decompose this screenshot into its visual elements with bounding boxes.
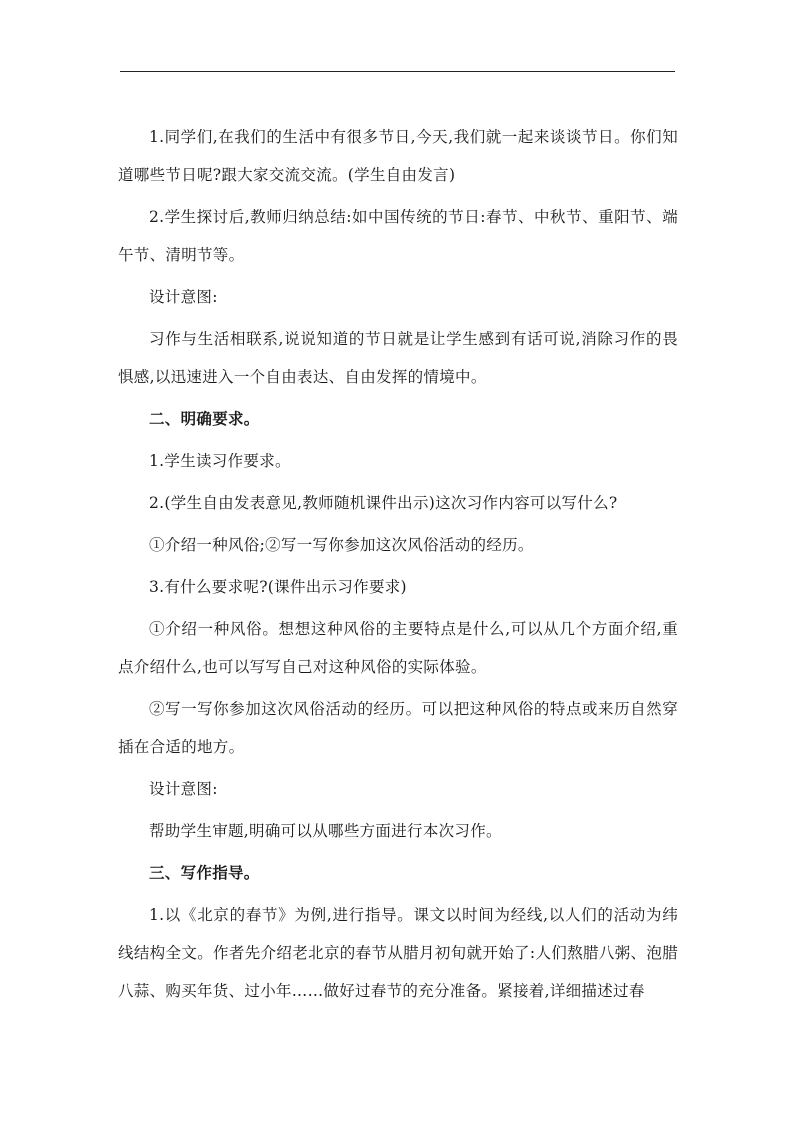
design-intent-label: 设计意图:: [149, 288, 218, 306]
paragraph-beijing-spring-festival: 1.以《北京的春节》为例,进行指导。课文以时间为经线,以人们的活动为纬线结构全文。作者先介绍老北京的春节从腊月初旬就开始了:人们熬腊八粥、泡腊八蒜、购买年货、过小年……做好过春节的充分准备。紧接着,详细描述过春: [118, 906, 678, 1000]
paragraph-requirements-question: 3.有什么要求呢?(课件出示习作要求): [149, 578, 407, 596]
section-heading-requirements: 二、明确要求。: [149, 409, 260, 428]
paragraph-read-requirements: 1.学生读习作要求。: [149, 452, 291, 470]
paragraph-requirement-two: ②写一写你参加这次风俗活动的经历。可以把这种风俗的特点或来历自然穿插在合适的地方。: [118, 700, 678, 756]
paragraph-content-options: ①介绍一种风俗;②写一写你参加这次风俗活动的经历。: [149, 536, 534, 554]
paragraph-intro-question: 1.同学们,在我们的生活中有很多节日,今天,我们就一起来谈谈节日。你们知道哪些节日呢?跟大家交流交流。(学生自由发言): [118, 128, 678, 184]
paragraph-design-intent: 习作与生活相联系,说说知道的节日就是让学生感到有话可说,消除习作的畏惧感,以迅速进入一个自由表达、自由发挥的情境中。: [118, 330, 678, 386]
paragraph-summary: 2.学生探讨后,教师归纳总结:如中国传统的节日:春节、中秋节、重阳节、端午节、清明节等。: [118, 208, 678, 264]
document-body: [118, 118, 678, 1010]
design-intent-label-2: 设计意图:: [149, 780, 218, 798]
paragraph-design-intent-2: 帮助学生审题,明确可以从哪些方面进行本次习作。: [149, 822, 502, 840]
paragraph-content-question: 2.(学生自由发表意见,教师随机课件出示)这次习作内容可以写什么?: [149, 494, 618, 512]
header-rule: [120, 71, 675, 72]
section-heading-writing-guidance: 三、写作指导。: [149, 863, 260, 882]
paragraph-requirement-one: ①介绍一种风俗。想想这种风俗的主要特点是什么,可以从几个方面介绍,重点介绍什么,也可以写写自己对这种风俗的实际体验。: [118, 620, 678, 676]
